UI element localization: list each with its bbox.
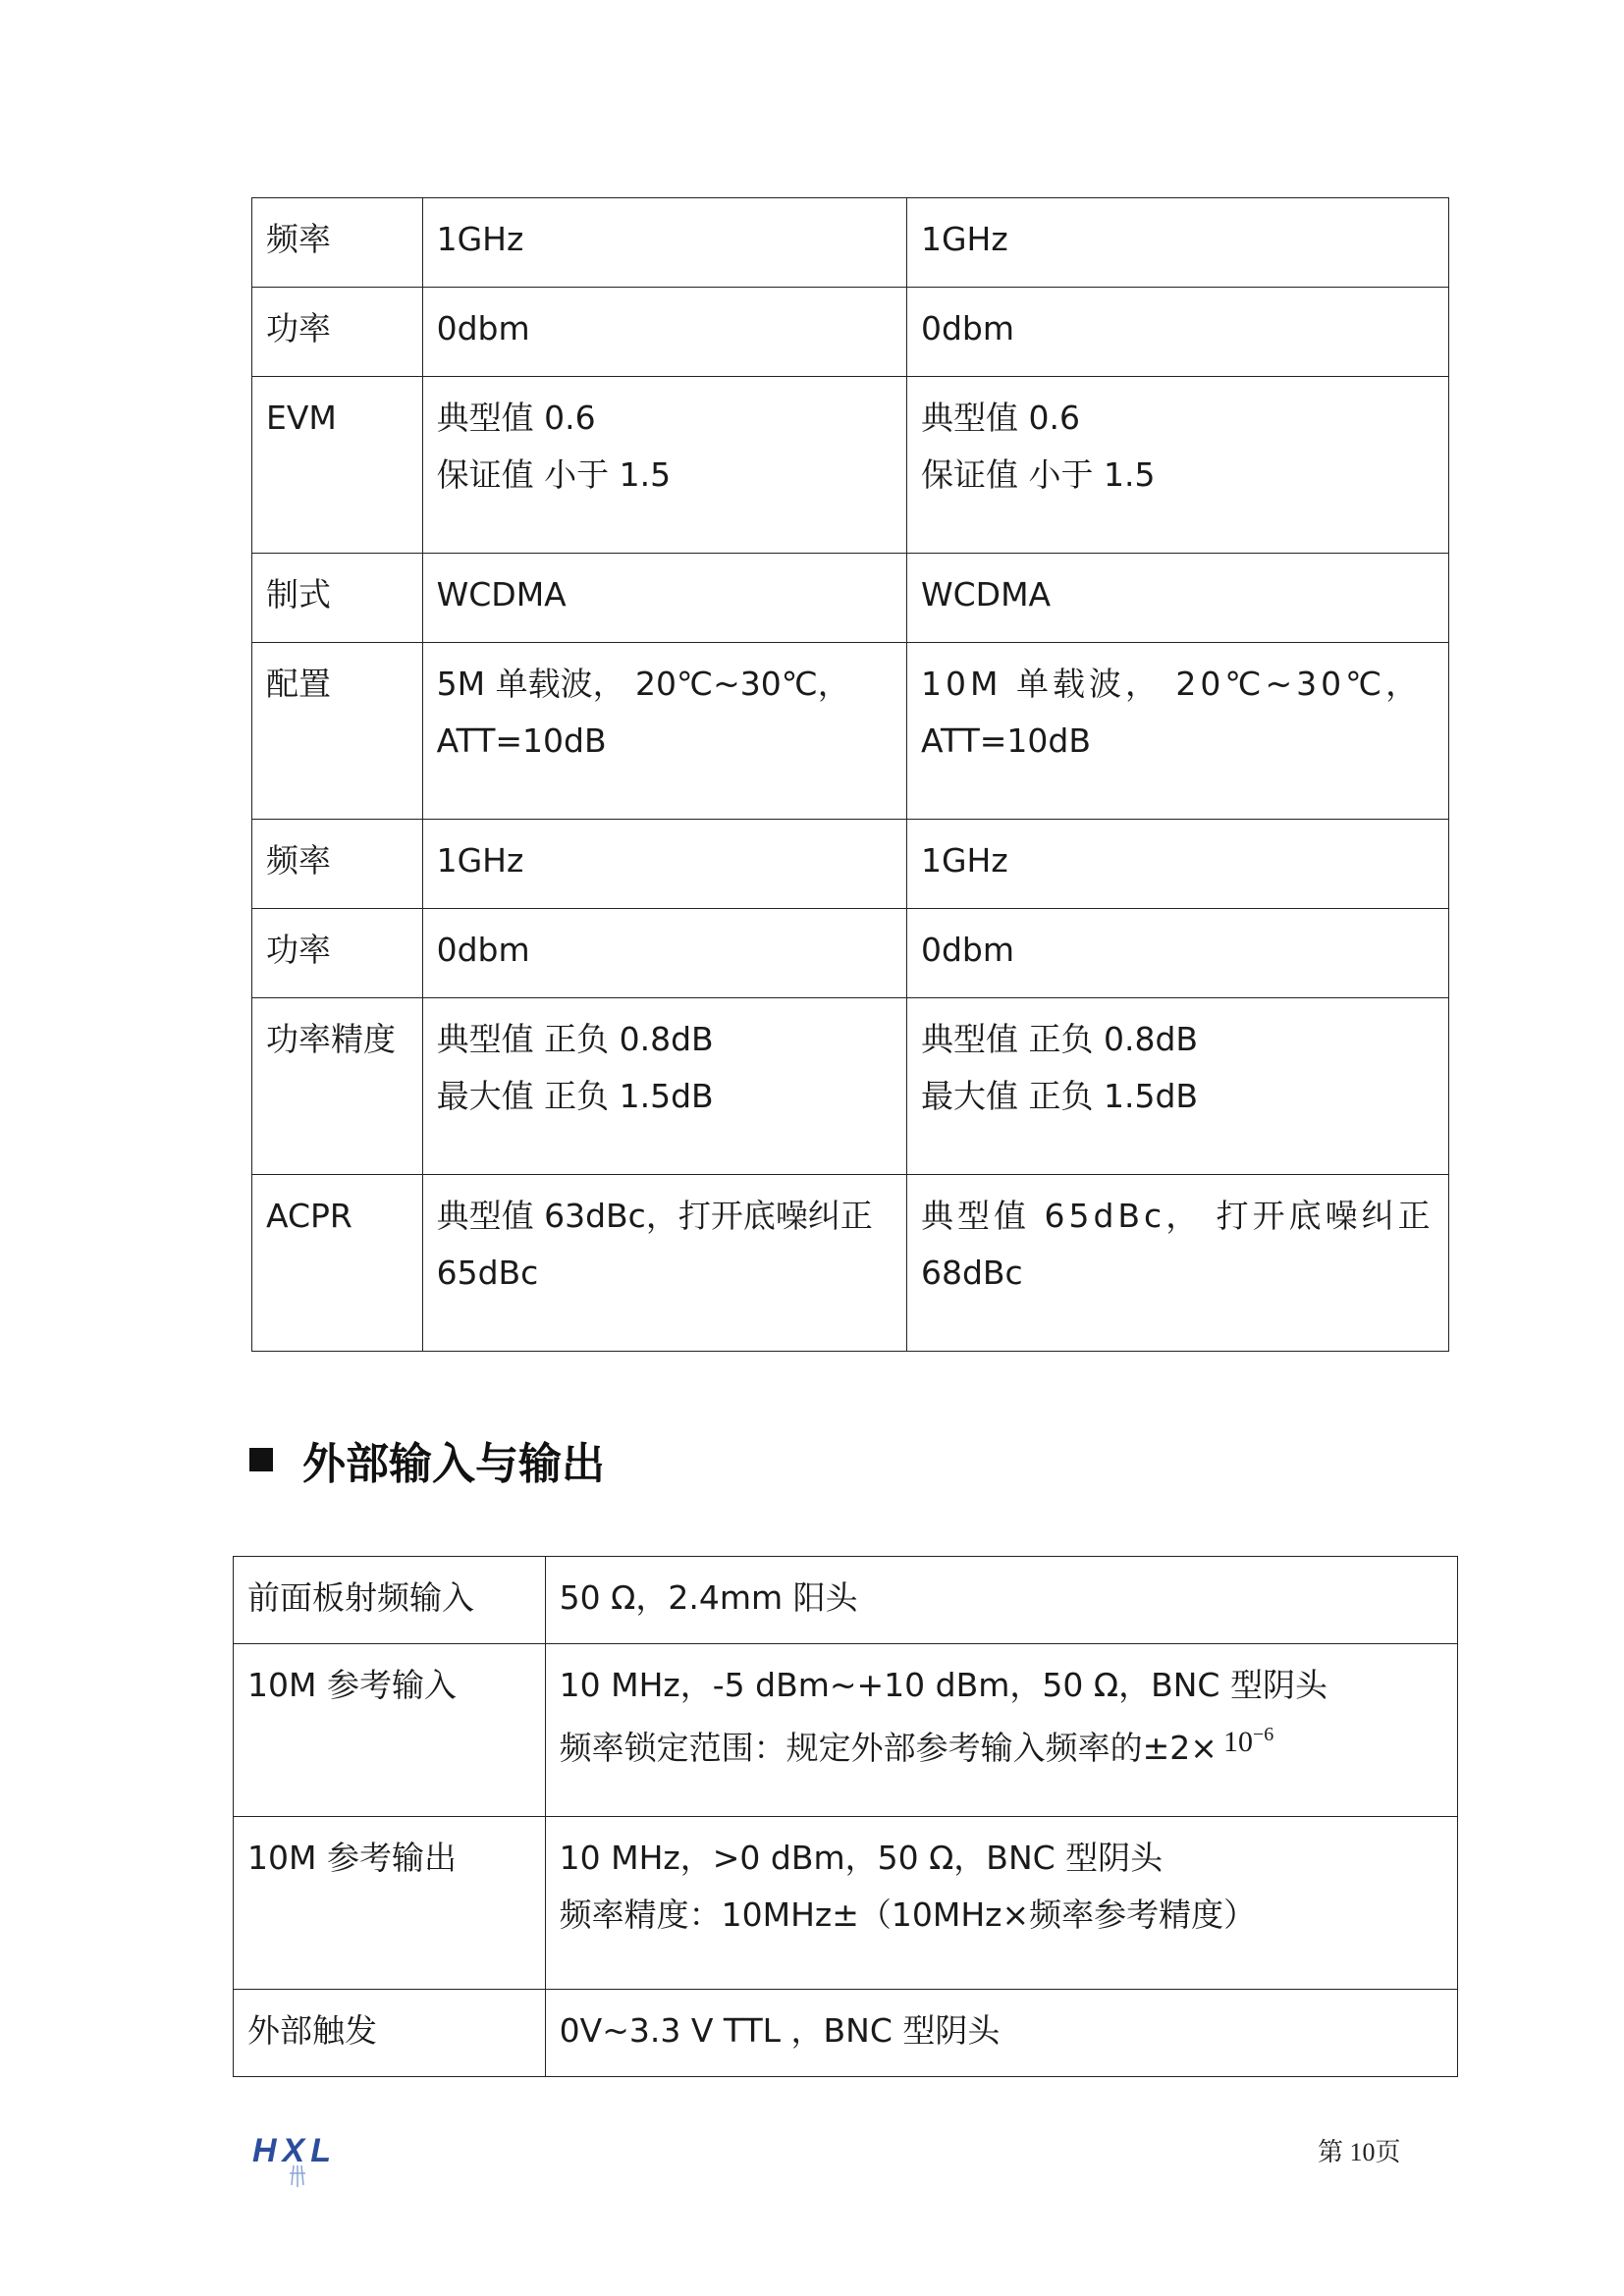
table-row <box>252 909 1449 998</box>
cell-value-a: 1GHz <box>422 820 906 909</box>
cell-value-a: 5M 单载波， 20℃~30℃， ATT=10dB <box>422 643 906 820</box>
row-label: 10M 参考输入 <box>234 1644 546 1817</box>
spec-table-io <box>233 1556 1458 2077</box>
table-row <box>234 1644 1458 1817</box>
cell-value-a: 典型值 0.6 保证值 小于 1.5 <box>422 377 906 554</box>
table-row <box>234 1990 1458 2077</box>
cell-value-b: 典型值 65dBc， 打开底噪纠正 68dBc <box>906 1175 1448 1352</box>
table-row <box>234 1557 1458 1644</box>
cell-value-a: 1GHz <box>422 198 906 288</box>
cell-value-b: 1GHz <box>906 820 1448 909</box>
table-row <box>234 1817 1458 1990</box>
row-label: 配置 <box>252 643 423 820</box>
cell-value-a: WCDMA <box>422 554 906 643</box>
row-label: 外部触发 <box>234 1990 546 2077</box>
cell-value-b: 0dbm <box>906 288 1448 377</box>
cell-value-b: 1GHz <box>906 198 1448 288</box>
table-row <box>252 198 1449 288</box>
row-label: 频率 <box>252 198 423 288</box>
table-row <box>252 998 1449 1175</box>
cell-value-a: 0dbm <box>422 288 906 377</box>
section-heading <box>249 1428 605 1491</box>
row-label: 功率 <box>252 909 423 998</box>
row-value: 10 MHz，-5 dBm~+10 dBm，50 Ω，BNC 型阴头 频率锁定范围：规定外部参考输入频率的$\pm 2\times 10^{-6}$ <box>545 1644 1457 1817</box>
table-row <box>252 554 1449 643</box>
power-of-ten: $10^{-6}$ <box>1222 1724 1274 1758</box>
table-row <box>252 1175 1449 1352</box>
table-row <box>252 820 1449 909</box>
square-bullet-icon <box>249 1448 273 1471</box>
section-title: 外部输入与输出 <box>302 1439 605 1489</box>
cell-value-a: 典型值 正负 0.8dB 最大值 正负 1.5dB <box>422 998 906 1175</box>
spec-table-signal <box>251 197 1449 1352</box>
row-label: ACPR <box>252 1175 423 1352</box>
cell-value-a: 典型值 63dBc，打开底噪纠正 65dBc <box>422 1175 906 1352</box>
table-row <box>252 377 1449 554</box>
hxl-logo <box>250 2130 358 2189</box>
cell-value-b: 典型值 正负 0.8dB 最大值 正负 1.5dB <box>906 998 1448 1175</box>
row-label: 制式 <box>252 554 423 643</box>
table-row <box>252 288 1449 377</box>
page-number: 第 10页 <box>1318 2138 1401 2166</box>
row-label: 10M 参考输出 <box>234 1817 546 1990</box>
row-value: 0V~3.3 V TTL ，BNC 型阴头 <box>545 1990 1457 2077</box>
cell-value-b: 0dbm <box>906 909 1448 998</box>
row-value: 10 MHz，>0 dBm，50 Ω，BNC 型阴头 频率精度：10MHz±（10MHz×频率参考精度） <box>545 1817 1457 1990</box>
row-label: EVM <box>252 377 423 554</box>
row-value: 50 Ω，2.4mm 阳头 <box>545 1557 1457 1644</box>
cell-value-b: 典型值 0.6 保证值 小于 1.5 <box>906 377 1448 554</box>
table-row <box>252 643 1449 820</box>
cell-value-a: 0dbm <box>422 909 906 998</box>
row-label: 功率 <box>252 288 423 377</box>
row-label: 前面板射频输入 <box>234 1557 546 1644</box>
cell-value-b: WCDMA <box>906 554 1448 643</box>
row-label: 频率 <box>252 820 423 909</box>
logo-text: HXL <box>252 2132 337 2169</box>
row-label: 功率精度 <box>252 998 423 1175</box>
cell-value-b: 10M 单载波， 20℃~30℃， ATT=10dB <box>906 643 1448 820</box>
